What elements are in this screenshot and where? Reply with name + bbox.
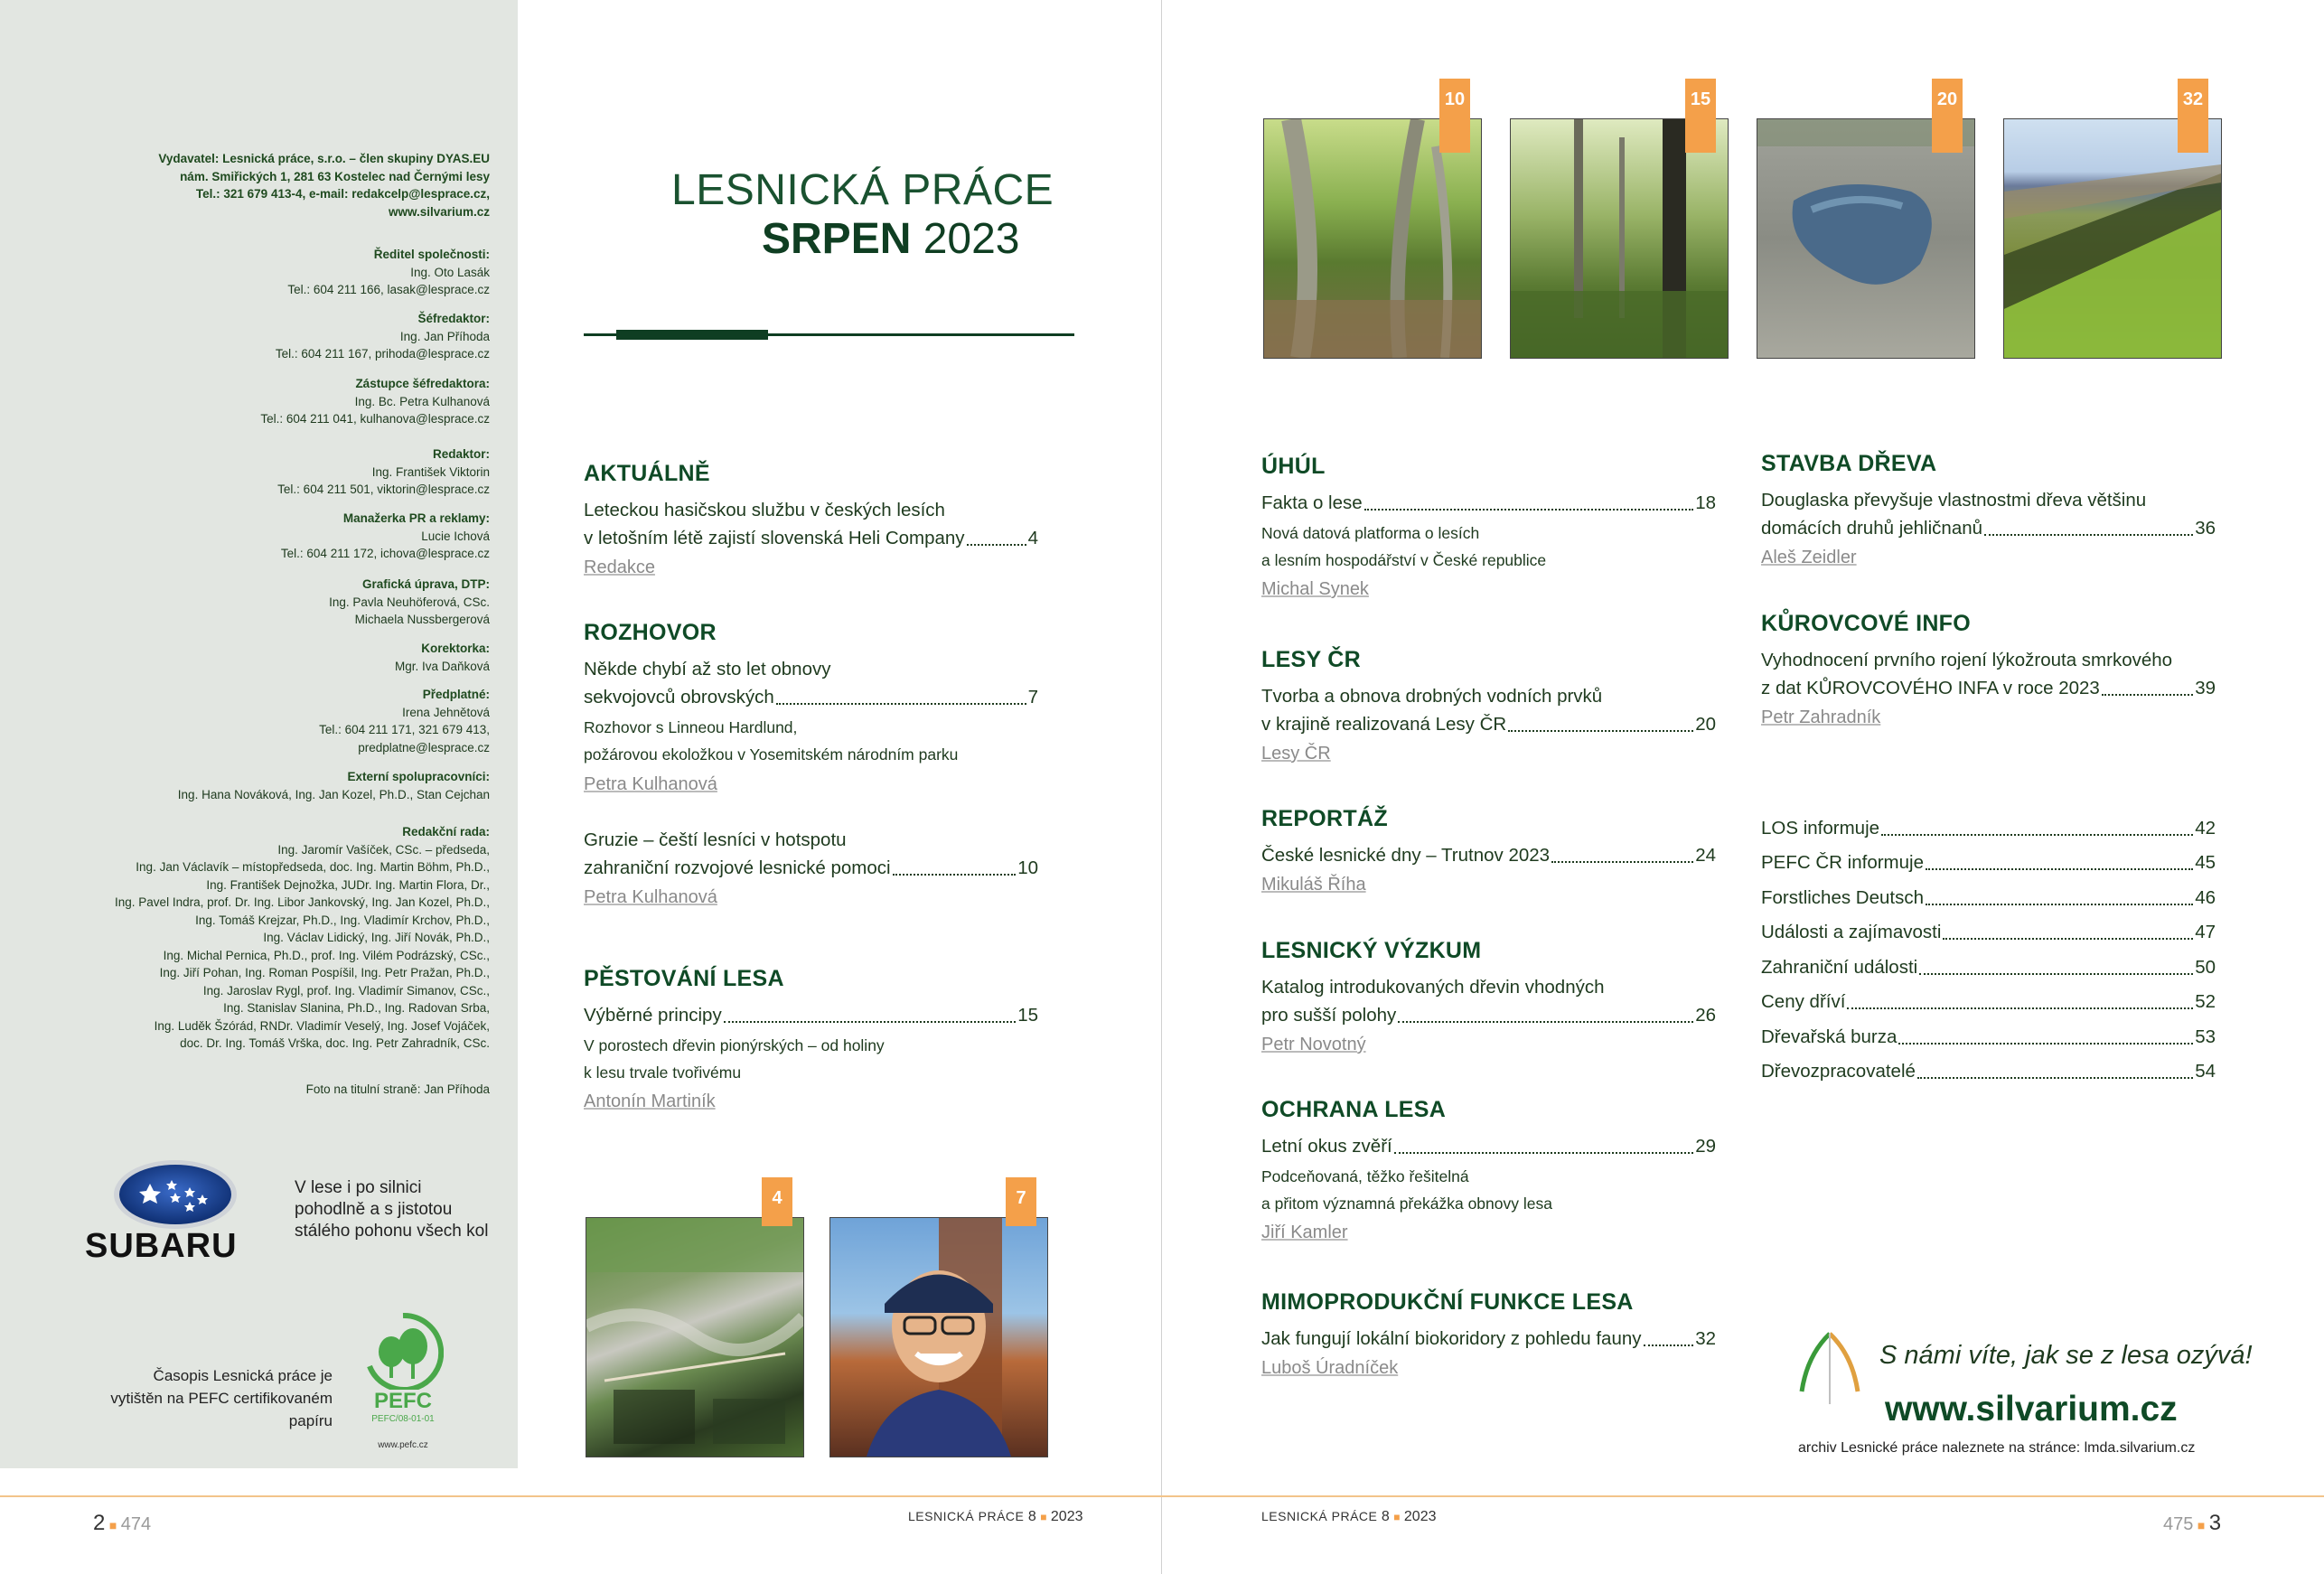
- page-number: 45: [2195, 852, 2216, 873]
- page-number: 32: [1695, 1328, 1716, 1349]
- entry-line: Někde chybí až sto let obnovy: [584, 659, 831, 679]
- spread-gutter: [1161, 0, 1162, 1574]
- leaf-logo-icon: [1789, 1328, 1870, 1410]
- toc-section-kurovcove-info: [1761, 611, 2216, 728]
- imprint-label: Korektorka:: [421, 642, 490, 655]
- imprint-line: predplatne@lesprace.cz: [358, 740, 490, 754]
- imprint-external: [0, 768, 490, 803]
- footer-rule: [0, 1495, 2324, 1497]
- entry-leader: [1261, 841, 1716, 869]
- silvarium-archive-note: archiv Lesnické práce naleznete na stránce: lmda.silvarium.cz: [1798, 1440, 2196, 1456]
- entry-line: Tvorba a obnova drobných vodních prvků: [1261, 686, 1603, 707]
- silvarium-leaf-icon: [1789, 1328, 1870, 1410]
- imprint-label: Ředitel společnosti:: [373, 248, 490, 261]
- page-number: 20: [1695, 714, 1716, 735]
- entry-leader: [1261, 1001, 1716, 1029]
- pefc-line: papíru: [288, 1412, 333, 1429]
- section-title: ROZHOVOR: [584, 620, 717, 645]
- footer-issue: 8: [1027, 1509, 1036, 1524]
- page-badge: 4: [762, 1177, 792, 1226]
- toc-entry[interactable]: [584, 496, 1038, 552]
- imprint-line: doc. Dr. Ing. Tomáš Vrška, doc. Ing. Petr Zahradník, CSc.: [180, 1036, 490, 1050]
- page-badge: 10: [1439, 79, 1470, 153]
- entry-line: domácích druhů jehličnanů: [1761, 518, 1983, 539]
- photo-firefighter[interactable]: [829, 1217, 1048, 1457]
- entry-leader: [584, 683, 1038, 711]
- entry-line: v letošním létě zajistí slovenská Heli Company: [584, 528, 965, 548]
- page-number: 18: [1695, 492, 1716, 513]
- toc-section-lesy-cr: [1261, 647, 1716, 764]
- entry-line: Vyhodnocení prvního rojení lýkožrouta smrkového: [1761, 650, 2173, 670]
- page-number: 46: [2195, 886, 2216, 908]
- imprint-line: Ing. Hana Nováková, Ing. Jan Kozel, Ph.D., Stan Cejchan: [177, 787, 490, 801]
- entry-line: Gruzie – čeští lesníci v hotspotu: [584, 829, 847, 850]
- page-number: 15: [1017, 1005, 1038, 1026]
- section-title: AKTUÁLNĚ: [584, 461, 710, 486]
- tagline-line: pohodlně a s jistotou: [295, 1200, 453, 1219]
- page-number: 4: [1027, 528, 1038, 548]
- section-title: LESNICKÝ VÝZKUM: [1261, 938, 1482, 963]
- page-number: 29: [1695, 1136, 1716, 1157]
- imprint-line: Ing. Jaromír Vašíček, CSc. – předseda,: [277, 842, 490, 857]
- imprint-line: Tel.: 604 211 166, lasak@lesprace.cz: [287, 283, 490, 296]
- imprint-label: Předplatné:: [422, 688, 490, 701]
- imprint-line: Ing. Jiří Pohan, Ing. Roman Pospíšil, Ing. Petr Pražan, Ph.D.,: [159, 966, 490, 979]
- entry-line: sekvojovců obrovských: [584, 687, 774, 707]
- section-title: MIMOPRODUKČNÍ FUNKCE LESA: [1261, 1289, 1634, 1315]
- toc-section-ochrana: [1261, 1097, 1716, 1243]
- silvarium-url[interactable]: www.silvarium.cz: [1885, 1390, 2178, 1429]
- section-title: OCHRANA LESA: [1261, 1097, 1447, 1122]
- cover-photo-credit: Foto na titulní straně: Jan Příhoda: [305, 1082, 490, 1096]
- photo-aerial-fire[interactable]: [586, 1217, 804, 1457]
- imprint-label: Redaktor:: [432, 447, 490, 461]
- toc-section-rozhovor: [584, 620, 1038, 908]
- entry-leader: [1761, 514, 2216, 542]
- toc-section-uhul: [1261, 454, 1716, 600]
- page-number-right: 3: [2208, 1511, 2222, 1535]
- imprint-line: Michaela Nussbergerová: [354, 613, 490, 626]
- photo-mixed-forest[interactable]: [1510, 118, 1729, 359]
- entry-line: z dat KŮROVCOVÉHO INFA v roce 2023: [1761, 678, 2100, 698]
- entry-leader: [1261, 1325, 1716, 1353]
- pond-scene: [1757, 119, 1974, 358]
- subtitle-line: a lesním hospodářství v České republice: [1261, 551, 1547, 569]
- entry-line: v krajině realizovaná Lesy ČR: [1261, 714, 1507, 735]
- page-number: 7: [1027, 687, 1038, 707]
- toc-section-pestovani: [584, 966, 1038, 1112]
- imprint-line: Mgr. Iva Daňková: [394, 659, 490, 673]
- section-title: ÚHÚL: [1261, 454, 1326, 479]
- imprint-line: Tel.: 604 211 172, ichova@lesprace.cz: [280, 547, 490, 560]
- toc-regular-columns: [1761, 807, 2216, 1085]
- imprint-line: Ing. Jan Příhoda: [399, 329, 490, 343]
- imprint-label: Manažerka PR a reklamy:: [342, 511, 490, 525]
- imprint-line: Ing. Bc. Petra Kulhanová: [354, 394, 490, 408]
- entry-line: Douglaska převyšuje vlastnostmi dřeva většinu: [1761, 490, 2147, 511]
- toc-list-item[interactable]: [1761, 842, 2216, 877]
- imprint-director: [0, 246, 490, 299]
- subtitle-line: požárovou ekoložkou v Yosemitském národním parku: [584, 745, 959, 764]
- photo-pond-aerial[interactable]: [1757, 118, 1975, 359]
- page-number-right-abs: 475: [2163, 1514, 2194, 1534]
- entry-line: Leteckou hasičskou službu v českých lesích: [584, 500, 945, 520]
- section-title: LESY ČR: [1261, 647, 1361, 672]
- silvarium-slogan: S námi víte, jak se z lesa ozývá!: [1879, 1341, 2253, 1370]
- entry-line: Forstliches Deutsch: [1761, 886, 1925, 908]
- footer-left-pageno: 2 ■ 474: [93, 1511, 152, 1535]
- entry-line: Zahraniční události: [1761, 956, 1918, 978]
- toc-entry[interactable]: [1261, 1132, 1716, 1160]
- toc-section-vyzkum: [1261, 938, 1716, 1055]
- toc-list-item[interactable]: [1761, 1016, 2216, 1051]
- footer-mag-name: LESNICKÁ PRÁCE: [908, 1509, 1025, 1523]
- page-number: 52: [2195, 991, 2216, 1012]
- page-number: 47: [2195, 922, 2216, 942]
- aerial-scene: [586, 1218, 803, 1457]
- forest-scene: [1511, 119, 1728, 358]
- photo-beech-forest[interactable]: [1263, 118, 1482, 359]
- author-link[interactable]: Aleš Zeidler: [1761, 548, 1857, 567]
- imprint-line: Ing. Tomáš Krejzar, Ph.D., Ing. Vladimír Krchov, Ph.D.,: [195, 913, 490, 927]
- entry-line: Fakta o lese: [1261, 492, 1363, 513]
- toc-section-mimoprodukcni: [1261, 1289, 1716, 1379]
- toc-list-item[interactable]: [1761, 1051, 2216, 1086]
- entry-line: Události a zajímavosti: [1761, 922, 1942, 942]
- entry-line: Jak fungují lokální biokoridory z pohledu fauny: [1261, 1328, 1642, 1349]
- imprint-line: Ing. Jaroslav Rygl, prof. Ing. Vladimír Simanov, CSc.,: [202, 983, 490, 998]
- imprint-line: Lucie Ichová: [421, 529, 490, 543]
- imprint-deputy-editor: [0, 375, 490, 428]
- author-link[interactable]: Antonín Martiník: [584, 1091, 716, 1111]
- page-number-left: 2: [93, 1511, 106, 1535]
- subtitle-line: V porostech dřevin pionýrských – od holiny: [584, 1036, 885, 1054]
- imprint-editor: [0, 445, 490, 499]
- section-title: KŮROVCOVÉ INFO: [1761, 611, 1971, 636]
- pefc-wordmark: PEFC: [373, 1389, 432, 1413]
- imprint-line: Tel.: 604 211 167, prihoda@lesprace.cz: [275, 347, 490, 361]
- pefc-trees-icon: [362, 1312, 444, 1390]
- imprint-line: Tel.: 604 211 041, kulhanova@lesprace.cz: [260, 412, 490, 426]
- toc-list-item[interactable]: [1761, 946, 2216, 981]
- footer-year: 2023: [1050, 1509, 1083, 1524]
- page-badge: 20: [1932, 79, 1963, 153]
- subtitle-line: Podceňovaná, těžko řešitelná: [1261, 1167, 1469, 1185]
- entry-leader: [1261, 1132, 1716, 1160]
- author-link[interactable]: Petr Novotný: [1261, 1035, 1366, 1054]
- author-link[interactable]: Lesy ČR: [1261, 744, 1331, 764]
- author-link[interactable]: Luboš Úradníček: [1261, 1358, 1399, 1378]
- imprint-label: Grafická úprava, DTP:: [361, 577, 490, 591]
- page-number: 10: [1017, 857, 1038, 878]
- issue-date: [762, 214, 1020, 264]
- toc-list-item[interactable]: [1761, 876, 2216, 912]
- tagline-line: V lese i po silnici: [295, 1178, 422, 1197]
- entry-line: Výběrné principy: [584, 1005, 722, 1026]
- imprint-line: Ing. Pavla Neuhöferová, CSc.: [329, 595, 490, 609]
- portrait-scene: [830, 1218, 1047, 1457]
- field-scene: [2004, 119, 2221, 358]
- page-badge: 32: [2178, 79, 2208, 153]
- imprint-line: Ing. Michal Pernica, Ph.D., prof. Ing. Vilém Podrázský, CSc.,: [163, 948, 490, 962]
- author-link[interactable]: Petra Kulhanová: [584, 774, 717, 794]
- section-title: PĚSTOVÁNÍ LESA: [584, 966, 784, 991]
- toc-entry[interactable]: [1261, 1325, 1716, 1353]
- toc-entry[interactable]: [1261, 973, 1716, 1029]
- issue-month: SRPEN: [762, 215, 912, 263]
- publisher-address: nám. Smiřických 1, 281 63 Kostelec nad Černými lesy: [180, 169, 490, 183]
- author-link[interactable]: Jiří Kamler: [1261, 1223, 1348, 1242]
- pefc-logo: [358, 1312, 448, 1448]
- entry-line: pro sušší polohy: [1261, 1005, 1397, 1026]
- forest-scene: [1264, 119, 1481, 358]
- toc-section-stavba-dreva: [1761, 451, 2216, 568]
- section-title: STAVBA DŘEVA: [1761, 451, 1937, 476]
- page-number: 39: [2195, 678, 2216, 698]
- imprint-line: Ing. Pavel Indra, prof. Dr. Ing. Libor Jankovský, Ing. Jan Kozel, Ph.D.,: [115, 895, 490, 909]
- entry-leader: [584, 854, 1038, 882]
- author-link[interactable]: Petra Kulhanová: [584, 887, 717, 907]
- page-number-left-abs: 474: [120, 1514, 152, 1534]
- subtitle-line: k lesu trvale tvořivému: [584, 1063, 742, 1082]
- magazine-title: LESNICKÁ PRÁCE: [671, 166, 1054, 214]
- entry-line: Dřevařská burza: [1761, 1026, 1898, 1047]
- pefc-line: vytištěn na PEFC certifikovaném: [110, 1390, 333, 1407]
- entry-line: LOS informuje: [1761, 817, 1880, 839]
- imprint-line: Ing. František Viktorin: [371, 464, 490, 479]
- footer-right-mag: LESNICKÁ PRÁCE 8 ■ 2023: [1261, 1509, 1437, 1524]
- imprint-label: Zástupce šéfredaktora:: [355, 377, 490, 390]
- toc-entry[interactable]: [1261, 682, 1716, 738]
- imprint-editorial-board: [0, 823, 490, 1053]
- entry-line: PEFC ČR informuje: [1761, 852, 1924, 873]
- subtitle-line: Nová datová platforma o lesích: [1261, 524, 1480, 542]
- tagline-line: stálého pohonu všech kol: [295, 1222, 489, 1241]
- footer-mag-name: LESNICKÁ PRÁCE: [1261, 1509, 1378, 1523]
- toc-entry[interactable]: [584, 655, 1038, 711]
- subaru-wordmark: SUBARU: [85, 1227, 238, 1265]
- imprint-subscription: [0, 686, 490, 756]
- toc-entry[interactable]: [584, 1001, 1038, 1029]
- footer-left-mag: LESNICKÁ PRÁCE 8 ■ 2023: [908, 1509, 1083, 1524]
- entry-subtitle: [1261, 520, 1716, 574]
- entry-leader: [1761, 674, 2216, 702]
- subtitle-line: a přitom významná překážka obnovy lesa: [1261, 1195, 1552, 1213]
- imprint-line: Ing. Václav Lidický, Ing. Jiří Novák, Ph.D.,: [263, 931, 490, 944]
- imprint-proofreader: [0, 640, 490, 675]
- toc-entry[interactable]: [584, 826, 1038, 882]
- author-link[interactable]: Redakce: [584, 557, 655, 577]
- photo-biocorridor[interactable]: [2003, 118, 2222, 359]
- title-rule-accent: [616, 330, 768, 340]
- imprint-line: Tel.: 604 211 501, viktorin@lesprace.cz: [277, 483, 490, 496]
- toc-entry[interactable]: [1761, 486, 2216, 542]
- page-number: 36: [2195, 518, 2216, 539]
- imprint-line: Ing. Oto Lasák: [410, 265, 490, 279]
- imprint-line: Ing. Stanislav Slanina, Ph.D., Ing. Radovan Srba,: [223, 1001, 490, 1015]
- author-link[interactable]: Petr Zahradník: [1761, 707, 1881, 727]
- entry-line: Dřevozpracovatelé: [1761, 1061, 1916, 1082]
- imprint-pr-manager: [0, 510, 490, 563]
- page-number: 24: [1695, 845, 1716, 866]
- page-number: 42: [2195, 817, 2216, 839]
- imprint-label: Šéfredaktor:: [417, 312, 490, 325]
- entry-leader: [584, 524, 1038, 552]
- publisher-line: Vydavatel: Lesnická práce, s.r.o. – člen skupiny DYAS.EU: [158, 152, 490, 165]
- page-badge: 7: [1006, 1177, 1036, 1226]
- pefc-line: Časopis Lesnická práce je: [153, 1367, 333, 1384]
- entry-line: zahraniční rozvojové lesnické pomoci: [584, 857, 891, 878]
- entry-subtitle: [584, 714, 1038, 768]
- publisher-contact: Tel.: 321 679 413-4, e-mail: redakcelp@lesprace.cz,: [195, 187, 490, 201]
- entry-leader: [1261, 710, 1716, 738]
- toc-section-aktualne: [584, 461, 1038, 578]
- imprint-editor-in-chief: [0, 310, 490, 363]
- toc-list-item[interactable]: [1761, 912, 2216, 947]
- page-badge: 15: [1685, 79, 1716, 153]
- pefc-notice: [54, 1364, 333, 1432]
- issue-year: 2023: [923, 215, 1020, 263]
- footer-issue: 8: [1381, 1509, 1390, 1524]
- entry-leader: [584, 1001, 1038, 1029]
- subaru-tagline: [295, 1177, 502, 1242]
- toc-section-reportaz: [1261, 806, 1716, 895]
- imprint-dtp: [0, 576, 490, 629]
- entry-subtitle: [584, 1032, 1038, 1086]
- imprint-label: Redakční rada:: [402, 825, 490, 839]
- page-number: 26: [1695, 1005, 1716, 1026]
- toc-list-item[interactable]: [1761, 981, 2216, 1017]
- imprint-line: Ing. František Dejnožka, JUDr. Ing. Martin Flora, Dr.,: [206, 877, 490, 892]
- footer-right-pageno: 475 ■ 3: [2163, 1511, 2222, 1535]
- author-link[interactable]: Mikuláš Říha: [1261, 875, 1366, 895]
- imprint-line: Ing. Luděk Šzórád, RNDr. Vladimír Veselý, Ing. Josef Vojáček,: [154, 1018, 490, 1033]
- entry-leader: [1261, 489, 1716, 517]
- page-number: 50: [2195, 956, 2216, 978]
- toc-entry[interactable]: [1761, 646, 2216, 702]
- imprint-line: Tel.: 604 211 171, 321 679 413,: [319, 723, 490, 736]
- imprint-line: Ing. Jan Václavík – místopředseda, doc. Ing. Martin Böhm, Ph.D.,: [136, 860, 490, 874]
- imprint-label: Externí spolupracovníci:: [347, 770, 490, 783]
- page-number: 54: [2195, 1061, 2216, 1082]
- entry-line: České lesnické dny – Trutnov 2023: [1261, 845, 1551, 866]
- imprint-line: Irena Jehnětová: [402, 705, 490, 719]
- footer-year: 2023: [1403, 1509, 1437, 1524]
- publisher-block: [0, 150, 490, 220]
- entry-line: Ceny dříví: [1761, 991, 1846, 1012]
- section-title: REPORTÁŽ: [1261, 806, 1388, 831]
- toc-entry[interactable]: [1261, 489, 1716, 517]
- pefc-code: PEFC/08-01-01: [371, 1414, 435, 1424]
- toc-entry[interactable]: [1261, 841, 1716, 869]
- subtitle-line: Rozhovor s Linneou Hardlund,: [584, 718, 798, 736]
- pefc-url: www.pefc.cz: [378, 1440, 428, 1450]
- entry-subtitle: [1261, 1163, 1716, 1217]
- publisher-web: www.silvarium.cz: [388, 204, 490, 219]
- entry-line: Katalog introdukovaných dřevin vhodných: [1261, 977, 1605, 998]
- author-link[interactable]: Michal Synek: [1261, 579, 1369, 599]
- toc-list-item[interactable]: [1761, 807, 2216, 842]
- imprint: [0, 150, 490, 1108]
- entry-line: Letní okus zvěří: [1261, 1136, 1392, 1157]
- page-number: 53: [2195, 1026, 2216, 1047]
